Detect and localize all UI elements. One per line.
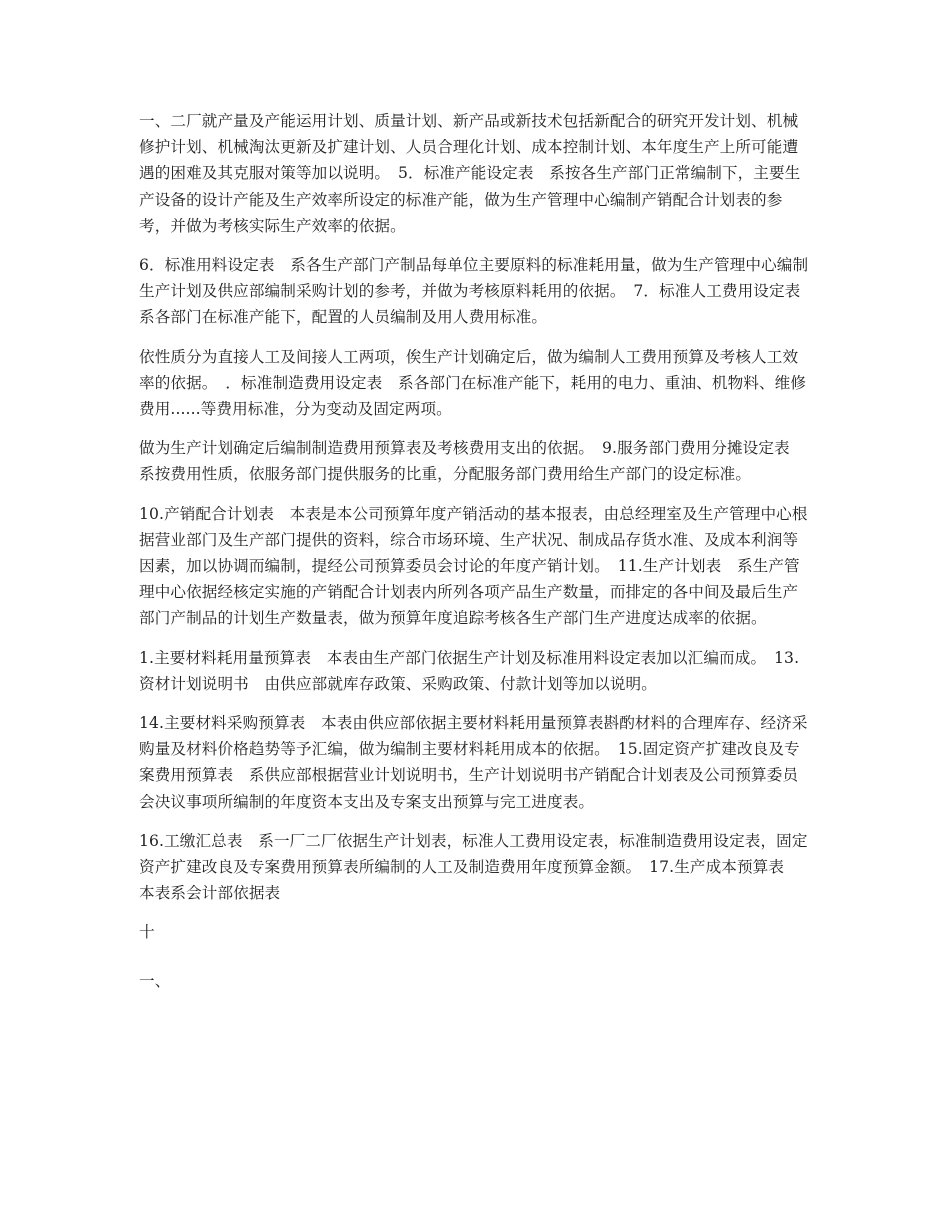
paragraph-9: 十 [139,923,155,942]
paragraph-1: 一、二厂就产量及产能运用计划、质量计划、新产品或新技术包括新配合的研究开发计划、机械修护计划、机械淘汰更新及扩建计划、人员合理化计划、成本控制计划、本年度生产上所可能遭遇的困难及其克服对策等加以说明。 5．标准产能设定表 系按各生产部门正常编制下，主要生产设备的设计产能及生产效率所设定的标准产能，做为生产管理中心编制产销配合计划表的参考，并做为考核实际生产效率的依据。 [139,112,801,235]
paragraph-6: 1.主要材料耗用量预算表 本表由生产部门依据生产计划及标准用料设定表加以汇编而成。 13.资材计划说明书 由供应部就库存政策、采购政策、付款计划等加以说明。 [139,648,800,693]
paragraph-4: 做为生产计划确定后编制制造费用预算表及考核费用支出的依据。 9.服务部门费用分摊设定表 系按费用性质，依服务部门提供服务的比重，分配服务部门费用给生产部门的设定标准。 [139,439,806,484]
paragraph-7: 14.主要材料采购预算表 本表由供应部依据主要材料耗用量预算表斟酌材料的合理库存、经济采购量及材料价格趋势等予汇编，做为编制主要材料耗用成本的依据。 15.固定资产扩建改良及专案费用预算表 系供应部根据营业计划说明书，生产计划说明书产销配合计划表及公司预算委员会决议事项所编制的年度资本支出及专案支出预算与完工进度表。 [139,714,808,811]
paragraph-5: 10.产销配合计划表 本表是本公司预算年度产销活动的基本报表，由总经理室及生产管理中心根据营业部门及生产部门提供的资料，综合市场环境、生产状况、制成品存货水准、及成本利润等因素，加以协调而编制，提经公司预算委员会讨论的年度产销计划。 11.生产计划表 系生产管理中心依据经核定实施的产销配合计划表内所列各项产品生产数量，而排定的各中间及最后生产部门产制品的计划生产数量表，做为预算年度追踪考核各生产部门生产进度达成率的依据。 [139,504,808,628]
paragraph-2: 6．标准用料设定表 系各生产部门产制品每单位主要原料的标准耗用量，做为生产管理中心编制生产计划及供应部编制采购计划的参考，并做为考核原料耗用的依据。 7．标准人工费用设定表 系各部门在标准产能下，配置的人员编制及用人费用标准。 [139,256,817,327]
paragraph-8: 16.工缴汇总表 系一厂二厂依据生产计划表，标准人工费用设定表，标准制造费用设定表，固定资产扩建改良及专案费用预算表所编制的人工及制造费用年度预算金额。 17.生产成本预算表 本表系会计部依据表 [139,831,808,903]
paragraph-3: 依性质分为直接人工及间接人工两项，俟生产计划确定后，做为编制人工费用预算及考核人工效率的依据。 ．标准制造费用设定表 系各部门在标准产能下，耗用的电力、重油、机物料、维修费用......等费用标准，分为变动及固定两项。 [139,347,807,419]
document-body [139,108,817,1016]
paragraph-10: 一、 [139,971,171,990]
